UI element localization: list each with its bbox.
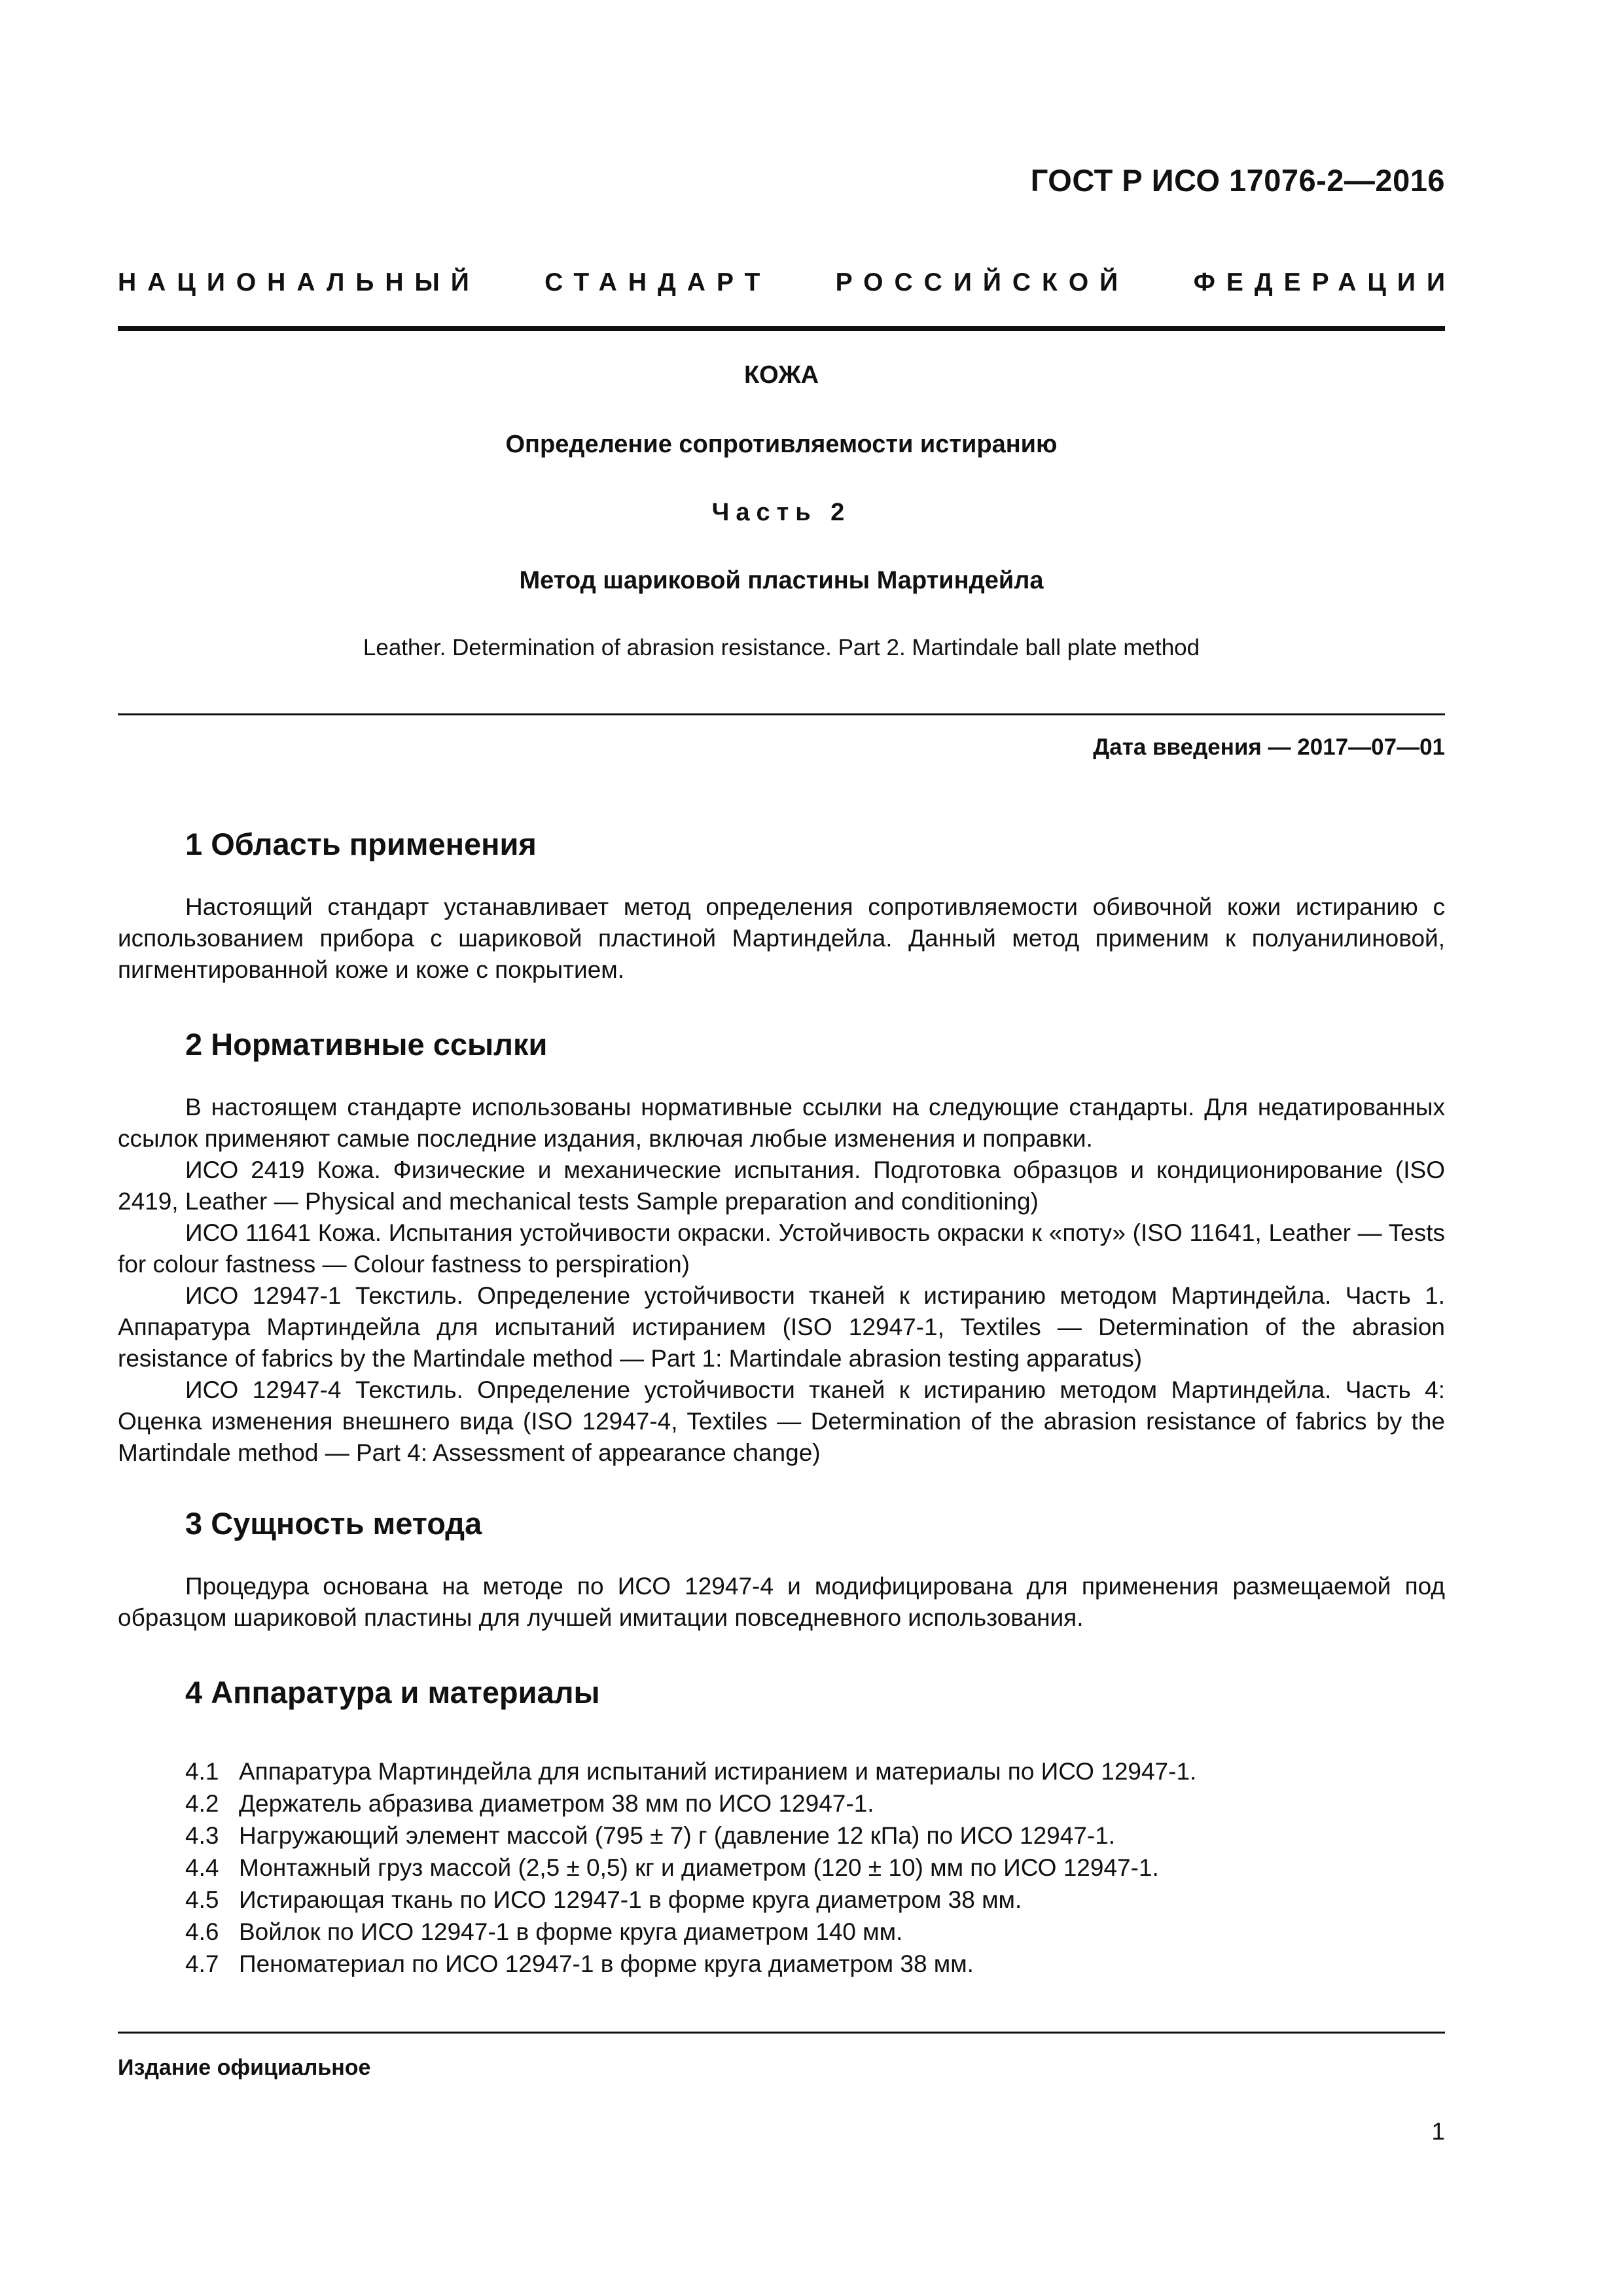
list-item-number: 4.2 (185, 1790, 219, 1817)
list-item-number: 4.6 (185, 1918, 219, 1945)
footer-divider (118, 2032, 1445, 2034)
document-title: КОЖА (743, 361, 819, 389)
list-item (185, 1852, 1445, 1884)
paragraph: Настоящий стандарт устанавливает метод определения сопротивляемости обивочной кожи истиранию с использованием прибора с шариковой пластиной Мартиндейла. Данный метод применим к полуанилиновой, пигментированной коже и коже с покрытием. (118, 893, 1445, 983)
section-normative-references (118, 1026, 1445, 1469)
introduction-date: Дата введения — 2017—07—01 (1093, 734, 1445, 760)
english-title: Leather. Determination of abrasion resistance. Part 2. Martindale ball plate method (363, 635, 1200, 660)
list-item-text: Пеноматериал по ИСО 12947-1 в форме круга диаметром 38 мм. (239, 1950, 974, 1977)
list-item-number: 4.1 (185, 1758, 219, 1785)
banner-word: ФЕДЕРАЦИИ (1193, 268, 1456, 296)
list-item-text: Аппаратура Мартиндейла для испытаний истиранием и материалы по ИСО 12947-1. (239, 1758, 1197, 1785)
header-divider (118, 326, 1445, 331)
list-item (185, 1884, 1445, 1916)
section-heading: 4 Аппаратура и материалы (185, 1675, 600, 1710)
document-part: Часть 2 (711, 499, 851, 526)
reference-item: ИСО 12947-1 Текстиль. Определение устойчивости тканей к истиранию методом Мартиндейла. Часть 1. Аппаратура Мартиндейла для испытаний истиранием (ISO 12947-1, Textiles — Determination of the abrasion resistance of fabrics by the Martindale method — Part 1: Martindale abrasion testing apparatus) (118, 1282, 1445, 1372)
banner-word: РОССИЙСКОЙ (835, 268, 1130, 296)
section-heading: 2 Нормативные ссылки (185, 1027, 548, 1062)
section-apparatus (118, 1674, 1445, 1711)
document-subtitle: Определение сопротивляемости истиранию (505, 431, 1058, 458)
banner-word: НАЦИОНАЛЬНЫЙ (118, 268, 480, 296)
section-heading: 3 Сущность метода (185, 1506, 482, 1541)
section-method-principle (118, 1505, 1445, 1634)
list-item (185, 1755, 1445, 1787)
list-item-text: Истирающая ткань по ИСО 12947-1 в форме круга диаметром 38 мм. (239, 1886, 1022, 1913)
document-method-title: Метод шариковой пластины Мартиндейла (519, 567, 1044, 594)
national-standard-banner (118, 268, 1456, 297)
official-edition-label: Издание официальное (118, 2055, 371, 2080)
list-item-number: 4.3 (185, 1822, 219, 1849)
list-item-text: Войлок по ИСО 12947-1 в форме круга диаметром 140 мм. (239, 1918, 903, 1945)
banner-word: СТАНДАРТ (544, 268, 772, 296)
list-item-text: Нагружающий элемент массой (795 ± 7) г (давление 12 кПа) по ИСО 12947-1. (239, 1822, 1116, 1849)
title-divider (118, 713, 1445, 715)
reference-item: ИСО 12947-4 Текстиль. Определение устойчивости тканей к истиранию методом Мартиндейла. Часть 4: Оценка изменения внешнего вида (ISO 12947-4, Textiles — Determination of the abrasion resistance of fabrics by the Martindale method — Part 4: Assessment of appearance change) (118, 1376, 1445, 1466)
document-id: ГОСТ Р ИСО 17076-2—2016 (1030, 163, 1445, 198)
section-heading: 1 Область применения (185, 827, 537, 861)
list-item-text: Монтажный груз массой (2,5 ± 0,5) кг и диаметром (120 ± 10) мм по ИСО 12947-1. (239, 1854, 1159, 1881)
list-item (185, 1948, 1445, 1980)
list-item-number: 4.7 (185, 1950, 219, 1977)
apparatus-list (185, 1755, 1445, 1980)
paragraph: Процедура основана на методе по ИСО 12947-4 и модифицирована для применения размещаемой под образцом шариковой пластины для лучшей имитации повседневного использования. (118, 1573, 1445, 1631)
reference-item: ИСО 2419 Кожа. Физические и механические испытания. Подготовка образцов и кондиционирование (ISO 2419, Leather — Physical and mechanical tests Sample preparation and conditioning) (118, 1157, 1445, 1215)
section-scope (118, 826, 1445, 986)
list-item (185, 1820, 1445, 1852)
list-item (185, 1916, 1445, 1948)
list-item-text: Держатель абразива диаметром 38 мм по ИСО 12947-1. (239, 1790, 874, 1817)
paragraph: В настоящем стандарте использованы нормативные ссылки на следующие стандарты. Для недатированных ссылок применяют самые последние издания, включая любые изменения и поправки. (118, 1094, 1445, 1152)
page-number: 1 (1431, 2118, 1445, 2145)
list-item (185, 1787, 1445, 1820)
list-item-number: 4.4 (185, 1854, 219, 1881)
list-item-number: 4.5 (185, 1886, 219, 1913)
reference-item: ИСО 11641 Кожа. Испытания устойчивости окраски. Устойчивость окраски к «поту» (ISO 11641, Leather — Tests for colour fastness — Colour fastness to perspiration) (118, 1219, 1445, 1278)
